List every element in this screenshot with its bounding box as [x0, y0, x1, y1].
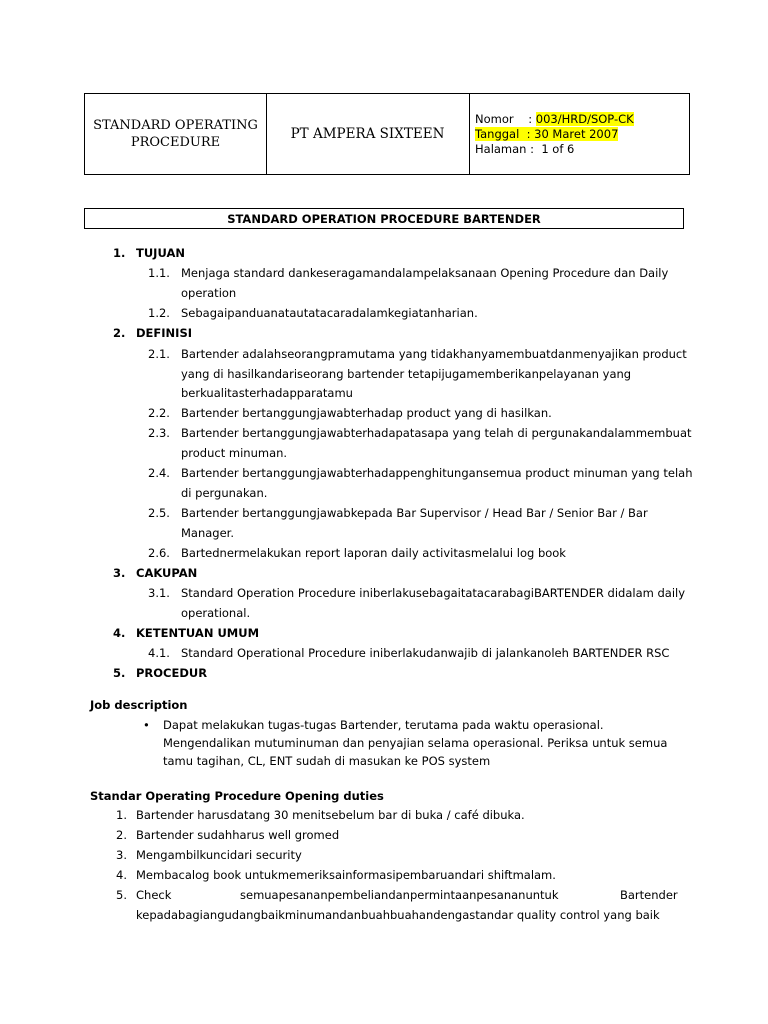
opening-item-5-word-bartender: Bartender	[620, 888, 678, 902]
document-title: STANDARD OPERATION PROCEDURE BARTENDER	[227, 211, 541, 226]
item-2-2-number: 2.2.	[148, 406, 170, 420]
halaman-row: Halaman : 1 of 6	[475, 142, 575, 156]
item-2-6-line-1: Bartednermelakukan report laporan daily activitasmelalui log book	[181, 546, 566, 560]
header-table	[84, 93, 690, 175]
item-2-4-number: 2.4.	[148, 466, 170, 480]
tanggal-row	[475, 127, 685, 142]
item-2-1-line-2: yang di hasilkandariseorang bartender tetapijugamemberikanpelayanan yang	[181, 367, 632, 381]
job-description-heading: Job description	[90, 698, 188, 712]
item-1-2-line-1: Sebagaipanduanatautatacaradalamkegiatanharian.	[181, 306, 478, 320]
opening-item-5-line-1-middle: semuapesananpembeliandanpermintaanpesananuntuk	[240, 888, 559, 902]
opening-item-2-text: Bartender sudahharus well gromed	[136, 828, 340, 842]
company-cell	[266, 94, 470, 174]
opening-item-1-number: 1.	[116, 808, 127, 822]
item-1-1-line-2: operation	[181, 286, 237, 300]
item-3-1-line-2: operational.	[181, 606, 251, 620]
section-3-number: 3.	[113, 566, 126, 580]
sop-label-line-2: PROCEDURE	[130, 135, 221, 150]
item-2-5-number: 2.5.	[148, 506, 170, 520]
item-2-1-line-1: Bartender adalahseorangpramutama yang tidakhanyamembuatdanmenyajikan product	[181, 347, 687, 361]
job-description-line-1: Dapat melakukan tugas-tugas Bartender, terutama pada waktu operasional.	[163, 718, 604, 732]
item-2-3-number: 2.3.	[148, 426, 170, 440]
nomor-label: Nomor :	[475, 112, 536, 126]
item-2-5-line-1: Bartender bertanggungjawabkepada Bar Supervisor / Head Bar / Senior Bar / Bar	[181, 506, 648, 520]
section-5-number: 5.	[113, 666, 126, 680]
item-4-1-number: 4.1.	[148, 646, 170, 660]
section-2-number: 2.	[113, 326, 126, 340]
item-1-2-number: 1.2.	[148, 306, 170, 320]
opening-duties-heading: Standar Operating Procedure Opening duties	[90, 789, 384, 803]
item-2-4-line-2: di pergunakan.	[181, 486, 268, 500]
section-5-title: PROCEDUR	[136, 666, 208, 680]
nomor-row	[475, 112, 685, 127]
nomor-value: 003/HRD/SOP-CK	[535, 112, 634, 126]
item-1-1-line-1: Menjaga standard dankeseragamandalampelaksanaan Opening Procedure dan Daily	[181, 266, 669, 280]
item-3-1-number: 3.1.	[148, 586, 170, 600]
section-1-title: TUJUAN	[136, 246, 185, 260]
section-4-number: 4.	[113, 626, 126, 640]
item-2-4-line-1: Bartender bertanggungjawabterhadappenghitungansemua product minuman yang telah	[181, 466, 693, 480]
document-meta-cell	[475, 112, 685, 157]
opening-item-4-number: 4.	[116, 868, 127, 882]
opening-item-5-line-2: kepadabagiangudangbaikminumandanbuahbuahandengastandar quality control yang baik	[136, 908, 660, 922]
item-2-3-line-2: product minuman.	[181, 446, 288, 460]
opening-item-3-text: Mengambilkuncidari security	[136, 848, 302, 862]
sop-label-line-1: STANDARD OPERATING	[93, 118, 258, 133]
document-title-box	[84, 208, 684, 229]
item-2-6-number: 2.6.	[148, 546, 170, 560]
job-description-line-2: Mengendalikan mutuminuman dan penyajian selama operasional. Periksa untuk semua	[163, 736, 668, 750]
opening-item-4-text: Membacalog book untukmemeriksainformasipembaruandari shiftmalam.	[136, 868, 556, 882]
opening-item-2-number: 2.	[116, 828, 127, 842]
opening-item-1-text: Bartender harusdatang 30 menitsebelum bar di buka / café dibuka.	[136, 808, 525, 822]
item-2-1-number: 2.1.	[148, 347, 170, 361]
job-description-bullet: •	[143, 718, 150, 732]
item-2-3-line-1: Bartender bertanggungjawabterhadapatasapa yang telah di pergunakandalammembuat	[181, 426, 692, 440]
section-2-title: DEFINISI	[136, 326, 193, 340]
item-2-1-line-3: berkualitasterhadapparatamu	[181, 386, 353, 400]
opening-item-5-word-check: Check	[136, 888, 172, 902]
job-description-line-3: tamu tagihan, CL, ENT sudah di masukan ke POS system	[163, 754, 491, 768]
item-3-1-line-1: Standard Operation Procedure iniberlakusebagaitatacarabagiBARTENDER didalam daily	[181, 586, 686, 600]
section-3-title: CAKUPAN	[136, 566, 198, 580]
opening-item-3-number: 3.	[116, 848, 127, 862]
tanggal-text: Tanggal : 30 Maret 2007	[475, 127, 619, 141]
section-4-title: KETENTUAN UMUM	[136, 626, 260, 640]
item-2-2-line-1: Bartender bertanggungjawabterhadap product yang di hasilkan.	[181, 406, 552, 420]
item-2-5-line-2: Manager.	[181, 526, 235, 540]
company-name: PT AMPERA SIXTEEN	[290, 126, 445, 142]
opening-item-5-number: 5.	[116, 888, 127, 902]
item-4-1-line-1: Standard Operational Procedure iniberlakudanwajib di jalankanoleh BARTENDER RSC	[181, 646, 670, 660]
sop-label-cell	[85, 94, 267, 174]
section-1-number: 1.	[113, 246, 126, 260]
item-1-1-number: 1.1.	[148, 266, 170, 280]
